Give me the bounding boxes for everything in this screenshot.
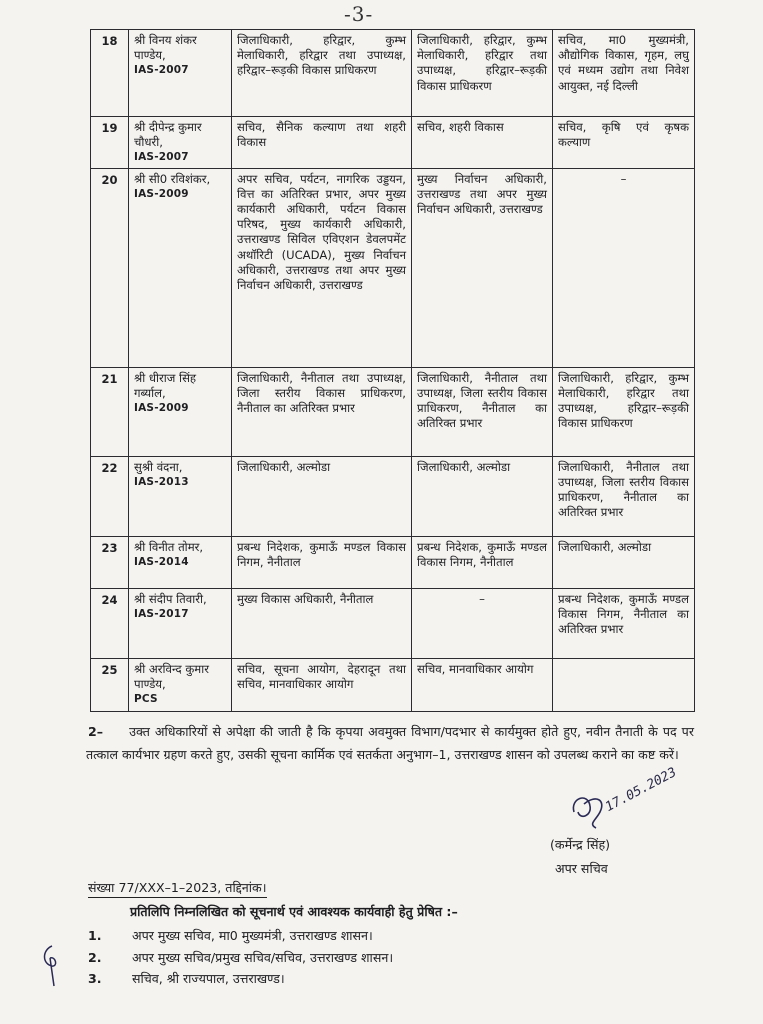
officer-cadre: IAS-2013 [134,475,189,488]
paragraph-text: उक्त अधिकारियों से अपेक्षा की जाती है कि कृपया अवमुक्त विभाग/पदभार से कार्यमुक्त होते हुए, नवीन तैनाती के पद पर तत्काल कार्यभार ग्रहण करते हुए, उसकी सूचना कार्मिक एवं सतर्कता अनुभाग–1, उत्तराखण्ड शासन को उपलब्ध कराने का कष्ट करें। [86,724,694,762]
new-posting: प्रबन्ध निदेशक, कुमाऊँ मण्डल विकास निगम, नैनीताल का अतिरिक्त प्रभार [553,588,695,658]
relieved-charge: जिलाधिकारी, हरिद्वार, कुम्भ मेलाधिकारी, हरिद्वार तथा उपाध्यक्ष, हरिद्वार–रूड़की विकास प्राधिकरण [412,30,553,117]
margin-initial-mark [36,940,66,990]
serial-number: 23 [91,536,129,588]
new-posting: जिलाधिकारी, अल्मोडा [553,536,695,588]
table-row [91,30,695,117]
officer-cell [129,117,232,169]
list-item [88,925,688,947]
signer-name: (कर्मेन्द्र सिंह) [550,837,611,852]
officer-cell [129,367,232,456]
officer-name: सुश्री वंदना, [134,459,183,474]
current-posting: अपर सचिव, पर्यटन, नागरिक उड्डयन, वित्त का अतिरिक्त प्रभार, अपर मुख्य कार्यकारी अधिकारी, पर्यटन विकास परिषद, मुख्य कार्यकारी अधिकारी, उत्तराखण्ड सिविल एविएशन डेवलपमेंट अथॉरिटी (UCADA), मुख्य निर्वाचन अधिकारी, उत्तराखण्ड तथा अपर मुख्य निर्वाचन अधिकारी, उत्तराखण्ड [232,168,412,367]
list-number: 3. [88,971,102,987]
officer-name: श्री सी0 रविशंकर, [134,171,211,186]
officer-name: श्री संदीप तिवारी, [134,591,207,606]
officer-cadre: IAS-2007 [134,151,189,164]
current-posting: जिलाधिकारी, नैनीताल तथा उपाध्यक्ष, जिला स्तरीय विकास प्राधिकरण, नैनीताल का अतिरिक्त प्रभार [232,367,412,456]
relieved-charge: जिलाधिकारी, अल्मोडा [412,456,553,536]
new-posting: सचिव, मा0 मुख्यमंत्री, औद्योगिक विकास, गृहम, लघु एवं मध्यम उद्योग तथा निवेश आयुक्त, नई दिल्ली [553,30,695,117]
officer-cadre: IAS-2014 [134,555,189,568]
officer-cadre: IAS-2009 [134,402,189,415]
serial-number: 22 [91,456,129,536]
current-posting: सचिव, सूचना आयोग, देहरादून तथा सचिव, मानवाधिकार आयोग [232,658,412,711]
officer-name: श्री विनय शंकर पाण्डेय, [134,33,197,63]
table-row [91,456,695,536]
officer-cadre: IAS-2017 [134,607,189,620]
officer-cell [129,588,232,658]
new-posting: जिलाधिकारी, हरिद्वार, कुम्भ मेलाधिकारी, हरिद्वार तथा उपाध्यक्ष, हरिद्वार–रूड़की विकास प्राधिकरण [553,367,695,456]
signature-date: 17.05.2023 [602,765,680,815]
current-posting: जिलाधिकारी, हरिद्वार, कुम्भ मेलाधिकारी, हरिद्वार तथा उपाध्यक्ष, हरिद्वार–रूड़की विकास प्राधिकरण [232,30,412,117]
relieved-charge: सचिव, शहरी विकास [412,117,553,169]
serial-number: 24 [91,588,129,658]
new-posting [553,658,695,711]
officer-name: श्री दीपेन्द्र कुमार चौधरी, [134,120,202,150]
officer-cell [129,456,232,536]
list-text: अपर मुख्य सचिव, मा0 मुख्यमंत्री, उत्तराखण्ड शासन। [132,928,373,943]
reference-number: संख्या 77/XXX–1–2023, तद्दिनांक। [88,879,267,898]
copy-intro: प्रतिलिपि निम्नलिखित को सूचनार्थ एवं आवश्यक कार्यवाही हेतु प्रेषित :– [130,904,458,919]
list-number: 2. [88,949,102,965]
table-row [91,588,695,658]
list-number: 1. [88,928,102,943]
relieved-charge: प्रबन्ध निदेशक, कुमाऊँ मण्डल विकास निगम, नैनीताल [412,536,553,588]
serial-number: 25 [91,658,129,711]
table-row [91,367,695,456]
paragraph-number: 2– [88,724,104,739]
table-row [91,117,695,169]
new-posting: सचिव, कृषि एवं कृषक कल्याण [553,117,695,169]
current-posting: मुख्य विकास अधिकारी, नैनीताल [232,588,412,658]
officer-cell [129,536,232,588]
officer-name: श्री धीराज सिंह गर्ब्याल, [134,370,197,400]
officer-cadre: IAS-2007 [134,64,189,77]
table-row [91,658,695,711]
serial-number: 20 [91,168,129,367]
list-item [88,947,688,969]
signer-designation: अपर सचिव [555,861,608,876]
table-row [91,536,695,588]
officer-cell [129,658,232,711]
relieved-charge: सचिव, मानवाधिकार आयोग [412,658,553,711]
officer-cadre: IAS-2009 [134,187,189,200]
officer-name: श्री अरविन्द कुमार पाण्डेय, [134,661,209,691]
list-item [88,968,688,990]
current-posting: प्रबन्ध निदेशक, कुमाऊँ मण्डल विकास निगम, नैनीताल [232,536,412,588]
officer-cadre: PCS [134,693,158,706]
new-posting: – [553,168,695,367]
handwritten-signature [566,790,726,836]
posting-table [90,29,695,712]
table-row [91,168,695,367]
copy-list [88,925,688,990]
current-posting: जिलाधिकारी, अल्मोडा [232,456,412,536]
list-text: सचिव, श्री राज्यपाल, उत्तराखण्ड। [132,971,285,987]
current-posting: सचिव, सैनिक कल्याण तथा शहरी विकास [232,117,412,169]
serial-number: 21 [91,367,129,456]
officer-cell [129,30,232,117]
relieved-charge: – [412,588,553,658]
relieved-charge: मुख्य निर्वाचन अधिकारी, उत्तराखण्ड तथा अपर मुख्य निर्वाचन अधिकारी, उत्तराखण्ड [412,168,553,367]
new-posting: जिलाधिकारी, नैनीताल तथा उपाध्यक्ष, जिला स्तरीय विकास प्राधिकरण, नैनीताल का अतिरिक्त प्रभार [553,456,695,536]
relieved-charge: जिलाधिकारी, नैनीताल तथा उपाध्यक्ष, जिला स्तरीय विकास प्राधिकरण, नैनीताल का अतिरिक्त प्रभार [412,367,553,456]
officer-name: श्री विनीत तोमर, [134,539,204,554]
serial-number: 18 [91,30,129,117]
instruction-paragraph [86,720,694,766]
page-number: -3- [344,2,374,26]
serial-number: 19 [91,117,129,169]
list-text: अपर मुख्य सचिव/प्रमुख सचिव/सचिव, उत्तराखण्ड शासन। [132,949,394,965]
officer-cell [129,168,232,367]
